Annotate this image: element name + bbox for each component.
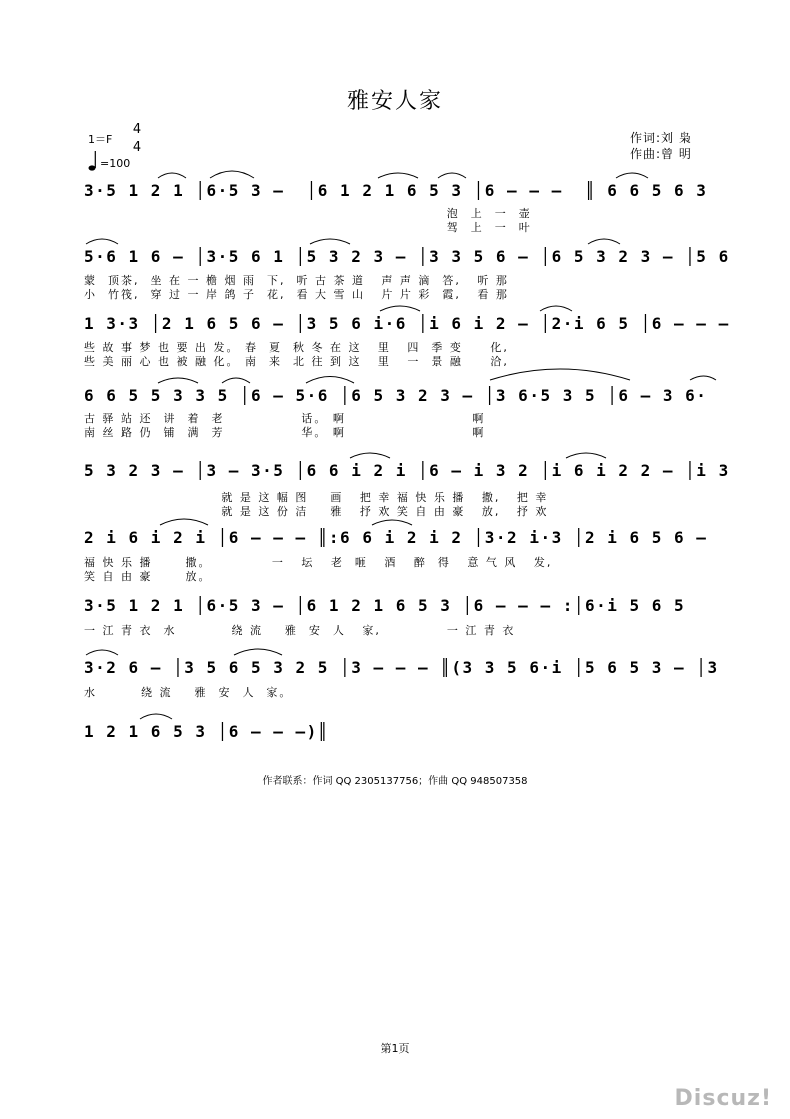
lyric-line-5a: 就 是 这 幅 图 画 把 幸 福 快 乐 播 撒, 把 幸 xyxy=(84,491,549,504)
quarter-note-icon xyxy=(88,150,98,172)
notation-line-1: 3·5 1 2 1 │6·5 3 – │6 1 2 1 6 5 3 │6 – – – ║ 6 6 5 6 3 xyxy=(84,181,708,200)
lyric-line-6a: 福 快 乐 播 撒。 一 坛 老 咂 酒 醉 得 意 气 风 发, xyxy=(84,556,553,569)
lyric-line-1b: 驾 上 一 叶 xyxy=(84,221,532,234)
lyric-line-4a: 古 驿 站 还 讲 着 老 话。 啊 啊 xyxy=(84,412,486,425)
notation-line-4: 6 6 5 5 3 3 5 │6 – 5·6 │6 5 3 2 3 – │3 6·5 3 5 │6 – 3 6· xyxy=(84,386,708,405)
notation-line-3: 1 3·3 │2 1 6 5 6 – │3 5 6 i·6 │i 6 i 2 – │2·i 6 5 │6 – – – xyxy=(84,314,730,333)
lyric-line-2b: 小 竹筏, 穿 过 一 岸 鸽 子 花, 看 大 雪 山 片 片 彩 霞, 看 那 xyxy=(84,288,509,301)
lyricist-credit: 作词:刘 枭 xyxy=(630,131,692,145)
watermark-logo: Discuz! xyxy=(674,1086,772,1111)
lyric-line-3a: 些 故 事 梦 也 要 出 发。 春 夏 秋 冬 在 这 里 四 季 变 化, xyxy=(84,341,509,354)
key-signature: 1＝F xyxy=(88,133,113,146)
lyric-line-5b: 就 是 这 份 洁 雅 抒 欢 笑 自 由 豪 放, 抒 欢 xyxy=(84,505,549,518)
time-signature-numerator: 4 xyxy=(132,122,142,137)
composer-credit: 作曲:曾 明 xyxy=(630,147,692,161)
notation-line-7: 3·5 1 2 1 │6·5 3 – │6 1 2 1 6 5 3 │6 – – – :│6·i 5 6 5 xyxy=(84,596,686,615)
page-number: 第1页 xyxy=(380,1042,410,1055)
notation-line-6: 2 i 6 i 2 i │6 – – – ║:6 6 i 2 i 2 │3·2 i·3 │2 i 6 5 6 – xyxy=(84,528,708,547)
lyric-line-4b: 南 丝 路 仍 铺 满 芳 华。 啊 啊 xyxy=(84,426,486,439)
lyric-line-8a: 水 绕 流 雅 安 人 家。 xyxy=(84,686,293,699)
lyric-line-6b: 笑 自 由 豪 放。 xyxy=(84,570,212,583)
tempo-marking: =100 xyxy=(100,157,131,170)
lyric-line-3b: 些 美 丽 心 也 被 融 化。 南 来 北 往 到 这 里 一 景 融 洽, xyxy=(84,355,509,368)
lyric-line-2a: 蒙 顶茶, 坐 在 一 檐 烟 雨 下, 听 古 茶 道 声 声 滴 答, 听 那 xyxy=(84,274,509,287)
lyric-line-7a: 一 江 青 衣 水 绕 流 雅 安 人 家, 一 江 青 衣 xyxy=(84,624,516,637)
notation-line-8: 3·2 6 – │3 5 6 5 3 2 5 │3 – – – ║(3 3 5 6·i │5 6 5 3 – │3 xyxy=(84,658,719,677)
song-title: 雅安人家 xyxy=(346,89,443,114)
time-signature-denominator: 4 xyxy=(132,140,142,155)
notation-line-5: 5 3 2 3 – │3 – 3·5 │6 6 i 2 i │6 – i 3 2 │i 6 i 2 2 – │i 3 xyxy=(84,461,730,480)
lyric-line-1a: 泡 上 一 壶 xyxy=(84,207,532,220)
author-contact: 作者联系：作词 QQ 2305137756；作曲 QQ 948507358 xyxy=(262,776,528,787)
notation-line-9: 1 2 1 6 5 3 │6 – – –)║ xyxy=(84,722,329,741)
notation-line-2: 5·6 1 6 – │3·5 6 1 │5 3 2 3 – │3 3 5 6 – │6 5 3 2 3 – │5 6 xyxy=(84,247,730,266)
